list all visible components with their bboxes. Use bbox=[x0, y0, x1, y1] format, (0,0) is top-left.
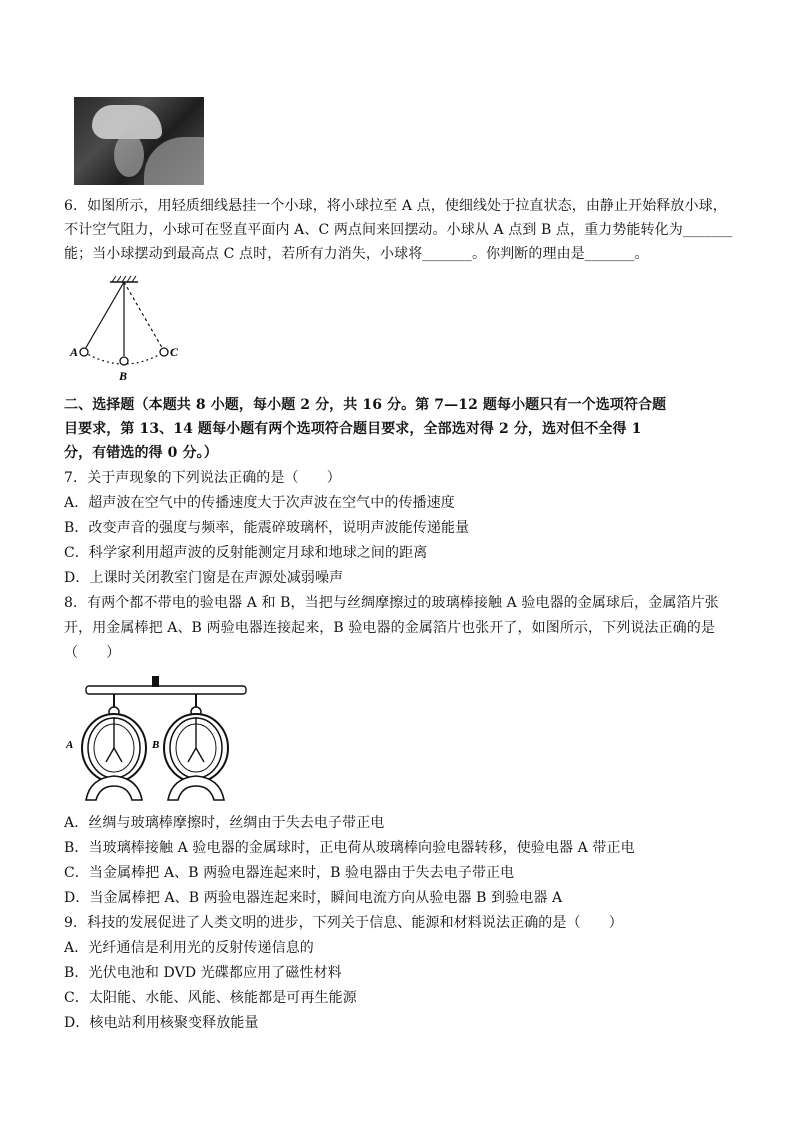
q6-line-2: 不计空气阻力，小球可在竖直平面内 A、C 两点间来回摆动。小球从 A 点到 B 点，重力势能转化为_______ bbox=[64, 222, 733, 238]
label-electroscope-b: B bbox=[152, 739, 160, 751]
q9-stem: 9．科技的发展促进了人类文明的进步，下列关于信息、能源和材料说法正确的是（ ） bbox=[64, 915, 623, 931]
q7-option-d: D．上课时关闭教室门窗是在声源处减弱噪声 bbox=[64, 570, 344, 586]
label-c: C bbox=[170, 345, 179, 359]
q8-option-a: A．丝绸与玻璃棒摩擦时，丝绸由于失去电子带正电 bbox=[64, 815, 385, 831]
q7-option-a: A．超声波在空气中的传播速度大于次声波在空气中的传播速度 bbox=[64, 495, 455, 511]
q9-option-a: A．光纤通信是利用光的反射传递信息的 bbox=[64, 940, 314, 956]
q8-line-1: 8．有两个都不带电的验电器 A 和 B，当把与丝绸摩擦过的玻璃棒接触 A 验电器的金属球后，金属箔片张 bbox=[64, 595, 719, 611]
q7-option-b: B．改变声音的强度与频率，能震碎玻璃杯，说明声波能传递能量 bbox=[64, 520, 470, 536]
q7-stem: 7．关于声现象的下列说法正确的是（ ） bbox=[64, 470, 341, 486]
electroscope-a bbox=[82, 694, 146, 800]
pendulum-figure bbox=[64, 272, 194, 384]
q6-line-3: 能；当小球摆动到最高点 C 点时，若所有力消失，小球将_______。你判断的理由是_______。 bbox=[64, 246, 649, 262]
q8-option-b: B．当玻璃棒接触 A 验电器的金属球时，正电荷从玻璃棒向验电器转移，使验电器 A 带正电 bbox=[64, 840, 635, 856]
q6-line-1: 6．如图所示，用轻质细线悬挂一个小球，将小球拉至 A 点，使细线处于拉直状态，由静止开始释放小球， bbox=[64, 198, 727, 214]
q7-option-c: C．科学家利用超声波的反射能测定月球和地球之间的距离 bbox=[64, 545, 428, 561]
q9-option-b: B．光伏电池和 DVD 光碟都应用了磁性材料 bbox=[64, 965, 342, 981]
section2-line-2: 目要求，第 13、14 题每小题有两个选项符合题目要求，全部选对得 2 分，选对但不全得 1 bbox=[64, 421, 642, 437]
top-photo bbox=[74, 97, 204, 185]
section2-line-3: 分，有错选的得 0 分。） bbox=[64, 445, 218, 461]
label-electroscope-a: A bbox=[66, 739, 74, 751]
q8-line-2: 开，用金属棒把 A、B 两验电器连接起来，B 验电器的金属箔片也张开了，如图所示，下列说法正确的是 bbox=[64, 620, 715, 636]
section2-line-1: 二、选择题（本题共 8 小题，每小题 2 分，共 16 分。第 7—12 题每小题只有一个选项符合题 bbox=[64, 397, 667, 413]
electroscope-b bbox=[164, 694, 228, 800]
q9-option-c: C．太阳能、水能、风能、核能都是可再生能源 bbox=[64, 990, 357, 1006]
q9-option-d: D．核电站利用核聚变释放能量 bbox=[64, 1015, 259, 1031]
q8-line-3: （ ） bbox=[64, 645, 121, 661]
label-a: A bbox=[70, 345, 79, 359]
q8-option-d: D．当金属棒把 A、B 两验电器连起来时，瞬间电流方向从验电器 B 到验电器 A bbox=[64, 890, 563, 906]
electroscope-figure bbox=[64, 672, 264, 806]
label-b: B bbox=[119, 369, 128, 383]
q8-option-c: C．当金属棒把 A、B 两验电器连起来时，B 验电器由于失去电子带正电 bbox=[64, 865, 515, 881]
